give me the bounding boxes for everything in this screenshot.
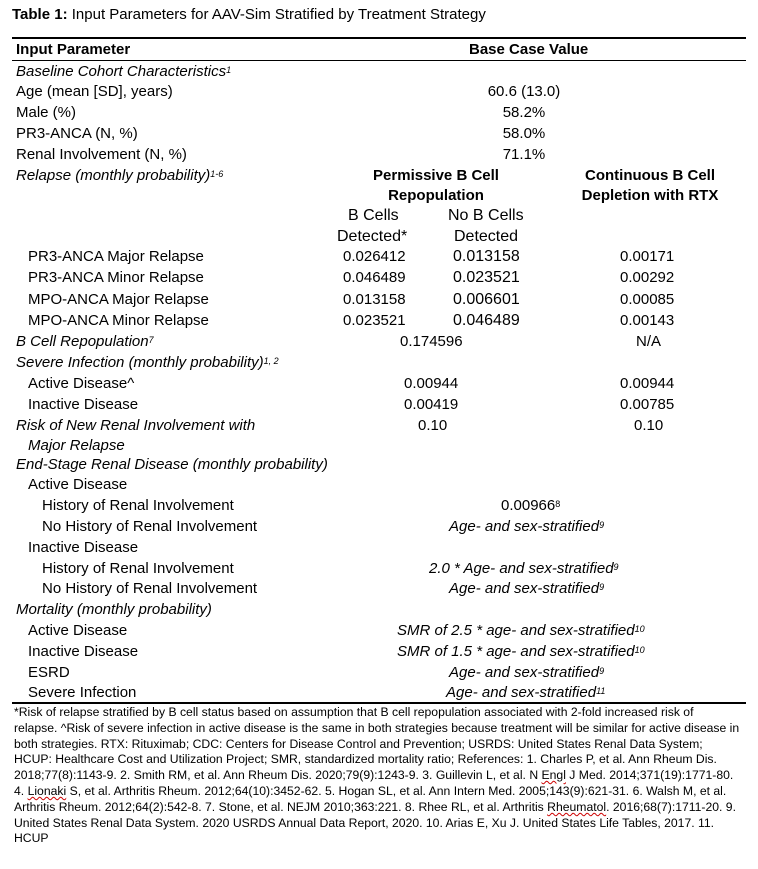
row-label-b-cell-repopulation: B Cell Repopulation$^7$ bbox=[16, 333, 154, 350]
section-mortality: Mortality (monthly probability) bbox=[16, 601, 212, 618]
infection-cont-inactive: 0.00785 bbox=[620, 396, 675, 413]
infection-label-active: Active Disease^ bbox=[28, 375, 135, 392]
subhead-detected: Detected bbox=[454, 228, 519, 245]
esrd-nohist-value: Age- and sex-stratified$^9$ bbox=[449, 518, 605, 535]
infection-cont-active: 0.00944 bbox=[620, 375, 675, 392]
esrd-hist-value: 0.00966$^8$ bbox=[501, 497, 561, 514]
bottom-rule bbox=[12, 702, 746, 704]
relapse-c-pr3-major: 0.00171 bbox=[620, 248, 675, 265]
mortality-value-inactive: SMR of 1.5 * age- and sex-stratified$^{10}$ bbox=[397, 643, 645, 660]
col-head-permissive-1: Permissive B Cell bbox=[373, 167, 499, 184]
row-label-pr3: PR3-ANCA (N, %) bbox=[16, 125, 138, 142]
relapse-a-mpo-minor: 0.023521 bbox=[343, 312, 406, 329]
relapse-b-pr3-major: 0.013158 bbox=[453, 248, 520, 265]
relapse-a-pr3-major: 0.026412 bbox=[343, 248, 406, 265]
row-value-pr3: 58.0% bbox=[502, 125, 546, 142]
repop-cont-value: N/A bbox=[636, 333, 662, 350]
esrd-nohist-label: No History of Renal Involvement bbox=[42, 518, 258, 535]
relapse-a-pr3-minor: 0.046489 bbox=[343, 269, 406, 286]
relapse-a-mpo-major: 0.013158 bbox=[343, 291, 406, 308]
subhead-b-cells: B Cells bbox=[348, 207, 399, 224]
relapse-b-mpo-major: 0.006601 bbox=[453, 291, 520, 308]
relapse-c-mpo-major: 0.00085 bbox=[620, 291, 675, 308]
relapse-c-mpo-minor: 0.00143 bbox=[620, 312, 675, 329]
col-head-continuous-2: Depletion with RTX bbox=[581, 187, 719, 204]
row-label-renal-risk-2: Major Relapse bbox=[28, 437, 125, 454]
mortality-value-infection: Age- and sex-stratified$^{11}$ bbox=[446, 684, 606, 701]
esrd-active-label: Active Disease bbox=[28, 476, 128, 493]
infection-perm-inactive: 0.00419 bbox=[404, 396, 459, 413]
table-title: Table 1: Input Parameters for AAV-Sim Stratified by Treatment Strategy bbox=[12, 6, 486, 23]
esrd-inactive-label: Inactive Disease bbox=[28, 539, 139, 556]
row-value-age: 60.6 (13.0) bbox=[487, 83, 561, 100]
mortality-label-active: Active Disease bbox=[28, 622, 128, 639]
header-input-parameter: Input Parameter bbox=[16, 41, 131, 58]
mortality-value-esrd: Age- and sex-stratified$^9$ bbox=[449, 664, 605, 681]
row-value-male: 58.2% bbox=[502, 104, 546, 121]
mortality-label-esrd: ESRD bbox=[28, 664, 70, 681]
col-head-continuous-1: Continuous B Cell bbox=[585, 167, 715, 184]
row-label-renal-risk-1: Risk of New Renal Involvement with bbox=[16, 417, 256, 434]
relapse-label-pr3-minor: PR3-ANCA Minor Relapse bbox=[28, 269, 204, 286]
infection-label-inactive: Inactive Disease bbox=[28, 396, 139, 413]
col-head-permissive-2: Repopulation bbox=[388, 187, 484, 204]
row-label-age: Age (mean [SD], years) bbox=[16, 83, 173, 100]
relapse-label-mpo-major: MPO-ANCA Major Relapse bbox=[28, 291, 209, 308]
row-label-male: Male (%) bbox=[16, 104, 77, 121]
top-rule bbox=[12, 37, 746, 39]
relapse-label-pr3-major: PR3-ANCA Major Relapse bbox=[28, 248, 204, 265]
relapse-c-pr3-minor: 0.00292 bbox=[620, 269, 675, 286]
header-base-case-value: Base Case Value bbox=[469, 41, 589, 58]
row-value-renal: 71.1% bbox=[502, 146, 546, 163]
section-relapse: Relapse (monthly probability)$^{1-6}$ bbox=[16, 167, 224, 184]
header-rule bbox=[12, 60, 746, 61]
section-baseline: Baseline Cohort Characteristics$^1$ bbox=[16, 63, 232, 80]
relapse-label-mpo-minor: MPO-ANCA Minor Relapse bbox=[28, 312, 209, 329]
renal-risk-cont: 0.10 bbox=[634, 417, 664, 434]
infection-perm-active: 0.00944 bbox=[404, 375, 459, 392]
relapse-b-mpo-minor: 0.046489 bbox=[453, 312, 520, 329]
esrd-hist2-value: 2.0 * Age- and sex-stratified$^9$ bbox=[429, 560, 619, 577]
esrd-hist2-label: History of Renal Involvement bbox=[42, 560, 234, 577]
repop-perm-value: 0.174596 bbox=[400, 333, 463, 350]
row-label-renal: Renal Involvement (N, %) bbox=[16, 146, 187, 163]
section-severe-infection: Severe Infection (monthly probability)$^{1, 2}$ bbox=[16, 354, 279, 371]
footnote: *Risk of relapse stratified by B cell status based on assumption that B cell repopulation associated with 2-fold increased risk of relapse. ^Risk of severe infection in active disease is the same in both strategies because treatment will be similar for active disease in both strategies. RTX: Rituximab; CDC: Centers for Disease Control and Prevention; USRDS: United States Renal Data System; HCUP: Healthcare Cost and Utilization Project; SMR, standardized mortality ratio; References: 1. Charles P, et al. Ann Rheum Dis. 2018;77(8):1143-9. 2. Smith RM, et al. Ann Rheum Dis. 2020;79(9):1243-9. 3. Guillevin L, et al. N Engl J Med. 2014;371(19):1771-80. 4. Lionaki S, et al. Arthritis Rheum. 2012;64(10):3452-62. 5. Hogan SL, et al. Ann Intern Med. 2005;143(9):621-31. 6. Walsh M, et al. Arthritis Rheum. 2012;64(2):542-8. 7. Stone, et al. NEJM 2010;363:221. 8. Rhee RL, et al. Arthritis Rheumatol. 2016;68(7):1711-20. 9. United States Renal Data System. 2020 USRDS Annual Data Report, 2020. 10. Arias E, Xu J. United States Life Tables, 2017. 11. HCUP bbox=[14, 705, 740, 846]
section-esrd: End-Stage Renal Disease (monthly probability) bbox=[16, 456, 328, 473]
esrd-hist-label: History of Renal Involvement bbox=[42, 497, 234, 514]
subhead-detected-star: Detected* bbox=[337, 228, 408, 245]
renal-risk-perm: 0.10 bbox=[418, 417, 448, 434]
relapse-b-pr3-minor: 0.023521 bbox=[453, 269, 520, 286]
subhead-no-b-cells: No B Cells bbox=[448, 207, 524, 224]
mortality-label-inactive: Inactive Disease bbox=[28, 643, 139, 660]
mortality-value-active: SMR of 2.5 * age- and sex-stratified$^{10}$ bbox=[397, 622, 645, 639]
esrd-nohist2-label: No History of Renal Involvement bbox=[42, 580, 258, 597]
mortality-label-infection: Severe Infection bbox=[28, 684, 137, 701]
esrd-nohist2-value: Age- and sex-stratified$^9$ bbox=[449, 580, 605, 597]
